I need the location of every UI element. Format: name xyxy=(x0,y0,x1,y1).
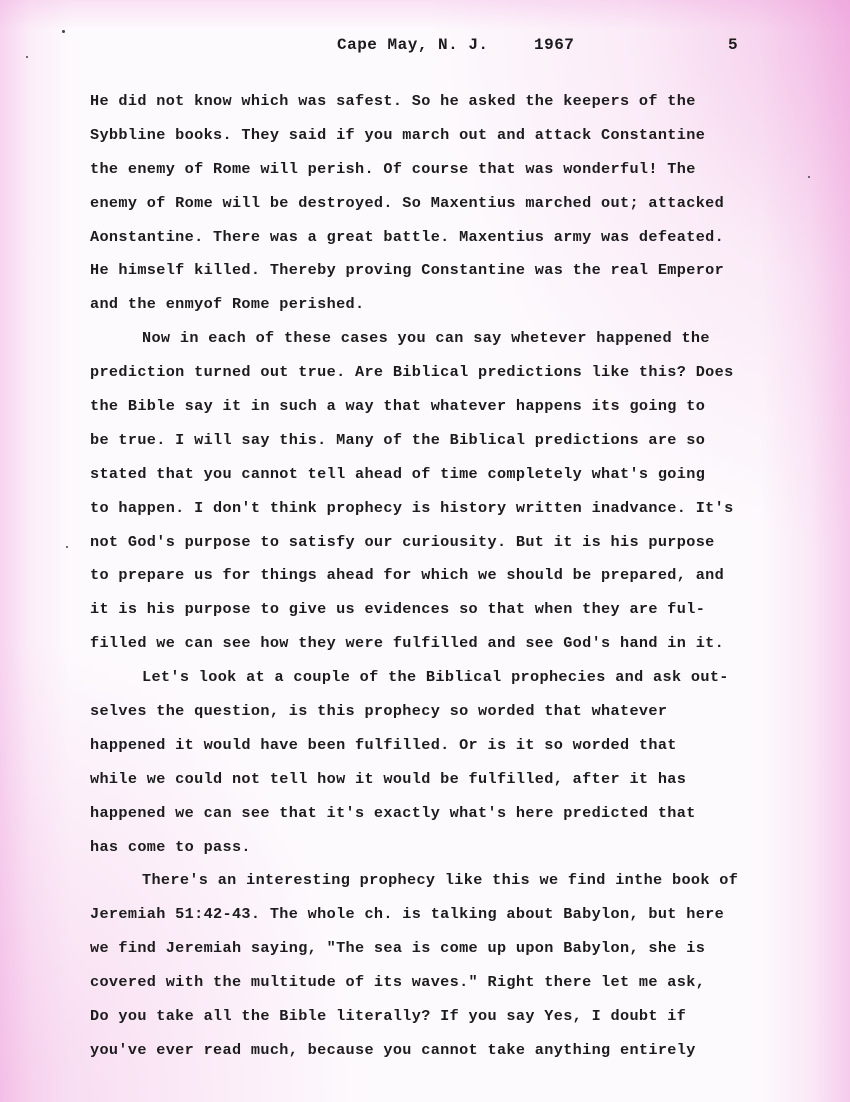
text-line: enemy of Rome will be destroyed. So Maxentius marched out; attacked xyxy=(90,193,725,212)
text-line: Sybbline books. They said if you march out and attack Constantine xyxy=(90,125,706,144)
header-location: Cape May, N. J. xyxy=(337,36,489,54)
scan-speck xyxy=(808,176,810,178)
text-line: to prepare us for things ahead for which we should be prepared, and xyxy=(90,566,725,585)
text-line: filled we can see how they were fulfilled and see God's hand in it. xyxy=(90,634,725,653)
text-line: it is his purpose to give us evidences so that when they are ful- xyxy=(90,600,706,619)
paragraph-start-line: There's an interesting prophecy like this we find inthe book of xyxy=(142,871,739,890)
text-line: you've ever read much, because you cannot take anything entirely xyxy=(90,1040,696,1059)
text-line: happened we can see that it's exactly what's here predicted that xyxy=(90,803,696,822)
text-line: has come to pass. xyxy=(90,837,251,856)
text-line: prediction turned out true. Are Biblical predictions like this? Does xyxy=(90,363,734,382)
text-line: stated that you cannot tell ahead of time completely what's going xyxy=(90,464,706,483)
text-line: to happen. I don't think prophecy is history written inadvance. It's xyxy=(90,498,734,517)
scan-speck xyxy=(26,56,28,58)
typed-body-text xyxy=(90,88,810,1071)
page-number: 5 xyxy=(728,36,739,54)
text-line: the enemy of Rome will perish. Of course that was wonderful! The xyxy=(90,159,696,178)
text-line: He did not know which was safest. So he asked the keepers of the xyxy=(90,92,696,110)
text-line: while we could not tell how it would be fulfilled, after it has xyxy=(90,769,687,788)
text-line: not God's purpose to satisfy our curiousity. But it is his purpose xyxy=(90,532,715,551)
text-line: we find Jeremiah saying, "The sea is come up upon Babylon, she is xyxy=(90,939,706,958)
text-line: Jeremiah 51:42-43. The whole ch. is talking about Babylon, but here xyxy=(90,905,725,924)
paragraph-start-line: Now in each of these cases you can say whetever happened the xyxy=(142,329,710,348)
scan-speck xyxy=(66,546,68,548)
text-line: be true. I will say this. Many of the Biblical predictions are so xyxy=(90,430,706,449)
header-year: 1967 xyxy=(534,36,575,54)
text-line: the Bible say it in such a way that whatever happens its going to xyxy=(90,397,706,416)
text-line: He himself killed. Thereby proving Constantine was the real Emperor xyxy=(90,261,725,280)
scan-speck xyxy=(62,30,65,33)
text-line: Do you take all the Bible literally? If you say Yes, I doubt if xyxy=(90,1007,687,1026)
text-line: and the enmyof Rome perished. xyxy=(90,295,365,314)
text-line: covered with the multitude of its waves." Right there let me ask, xyxy=(90,973,706,992)
page-header xyxy=(0,36,850,60)
paragraph-start-line: Let's look at a couple of the Biblical prophecies and ask out- xyxy=(142,668,729,687)
text-line: selves the question, is this prophecy so worded that whatever xyxy=(90,702,668,721)
text-line: happened it would have been fulfilled. Or is it so worded that xyxy=(90,735,677,754)
text-line: Aonstantine. There was a great battle. Maxentius army was defeated. xyxy=(90,227,725,246)
